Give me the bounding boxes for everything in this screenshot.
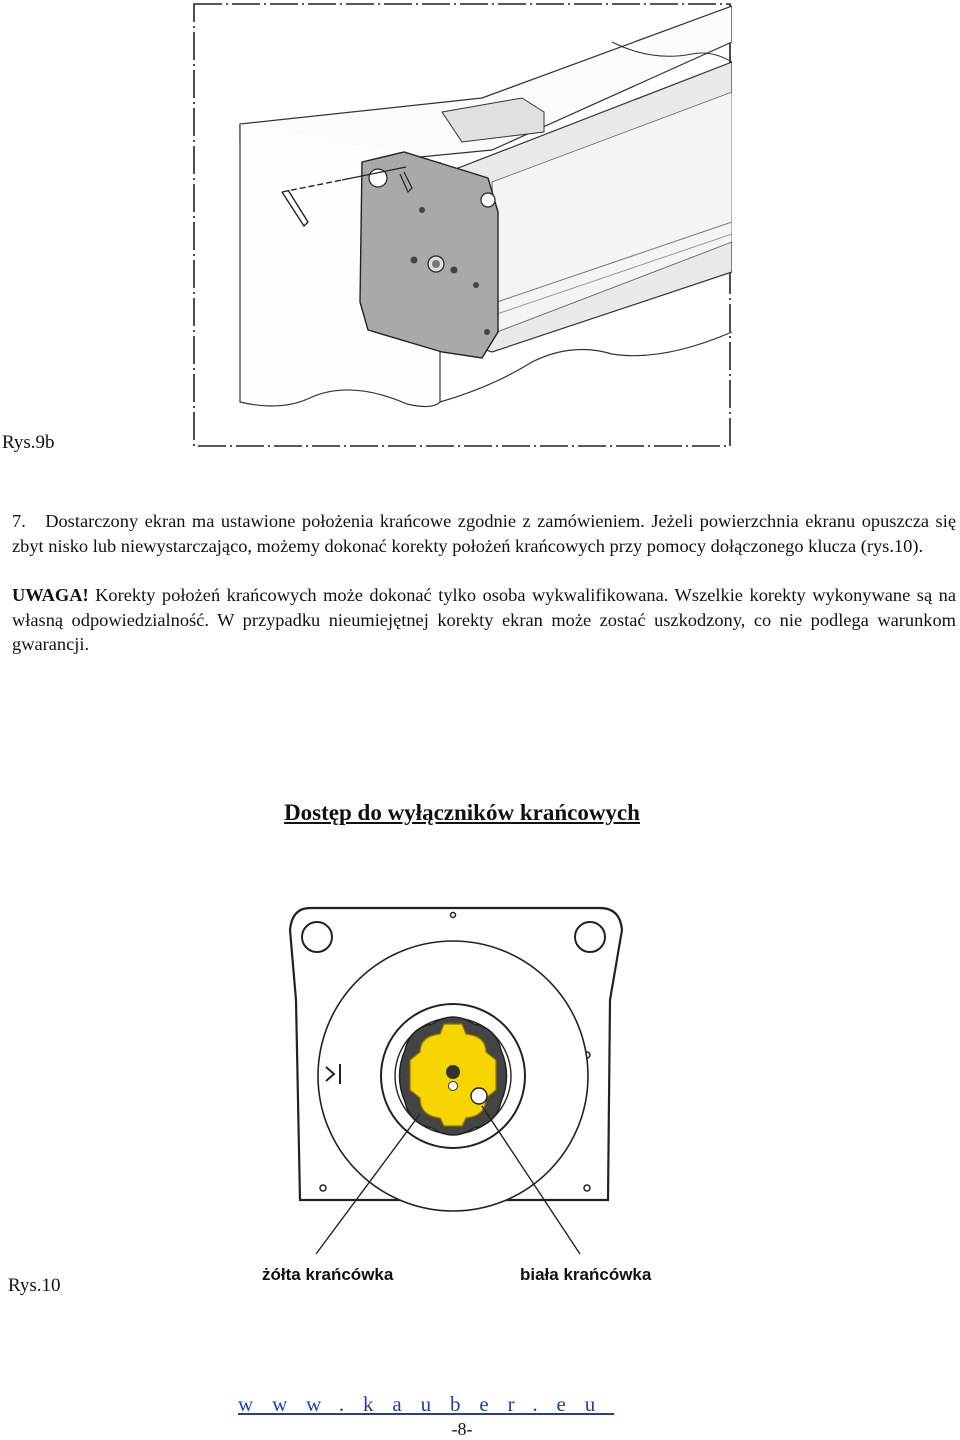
yellow-callout-label: żółta krańcówka xyxy=(262,1265,394,1284)
website-link[interactable]: www.kauber.eu xyxy=(238,1392,615,1416)
warning-label: UWAGA! xyxy=(12,585,89,605)
white-limit-switch[interactable] xyxy=(471,1088,487,1104)
figure-9b-label: Rys.9b xyxy=(2,432,55,453)
figure-10-drawing xyxy=(270,900,660,1260)
white-callout-label: biała krańcówka xyxy=(520,1265,652,1284)
warning-paragraph xyxy=(12,583,956,657)
section-7-paragraph xyxy=(12,509,956,558)
page-number: -8- xyxy=(451,1419,473,1439)
warning-text: Korekty położeń krańcowych może dokonać tylko osoba wykwalifikowana. Wszelkie korekty wykonywane są na własną odpowiedzialność. W przypadku nieumiejętnej korekty ekran może zostać uszkodzony, co nie podlega warunkom gwarancji. xyxy=(12,585,956,655)
figure-9b-drawing xyxy=(192,2,732,448)
section-7-number: 7. xyxy=(12,511,26,531)
figure-10-label: Rys.10 xyxy=(8,1275,61,1296)
section-title: Dostęp do wyłączników krańcowych xyxy=(284,800,640,825)
section-7-text: Dostarczony ekran ma ustawione położenia krańcowe zgodnie z zamówieniem. Jeżeli powierzchnia ekranu opuszcza się zbyt nisko lub niewystarczająco, możemy dokonać korekty położeń krańcowych przy pomocy dołączonego klucza (rys.10). xyxy=(12,511,956,556)
